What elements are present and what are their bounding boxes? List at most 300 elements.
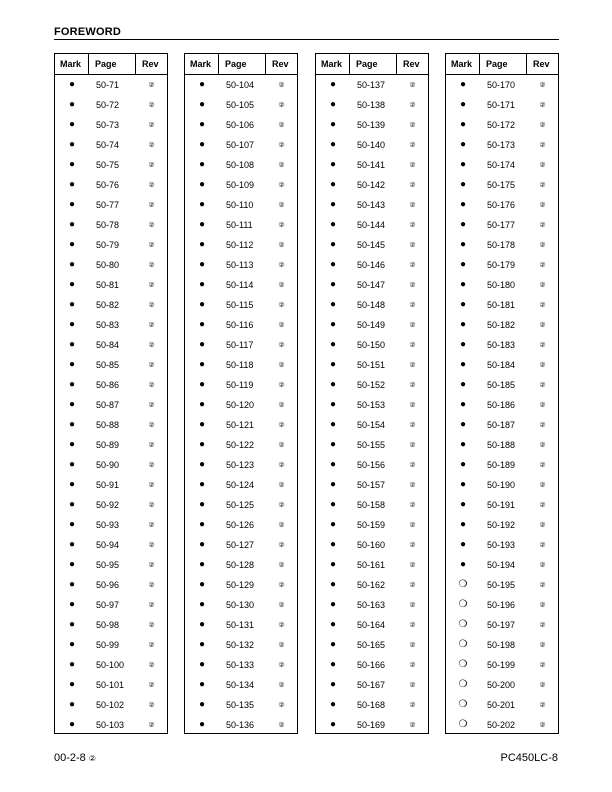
- filled-circle-mark-icon: ●: [198, 719, 206, 730]
- revision-number: ②: [148, 502, 155, 509]
- filled-circle-mark-icon: ●: [68, 99, 76, 110]
- filled-circle-mark-icon: ●: [68, 619, 76, 630]
- table-row: [316, 435, 428, 455]
- header-page: Page: [480, 54, 527, 74]
- filled-circle-mark-icon: ●: [459, 379, 467, 390]
- filled-circle-mark-icon: ●: [68, 699, 76, 710]
- revision-number: ②: [539, 242, 546, 249]
- table-row: [316, 455, 428, 475]
- revision-number: ②: [278, 162, 285, 169]
- table-row: [316, 515, 428, 535]
- revision-number: ②: [278, 722, 285, 729]
- page-number: 50-133: [226, 660, 255, 670]
- revision-number: ②: [409, 582, 416, 589]
- page-number: 50-120: [226, 400, 255, 410]
- table-row: [446, 555, 558, 575]
- filled-circle-mark-icon: ●: [329, 579, 337, 590]
- page-number: 50-106: [226, 120, 255, 130]
- revision-number: ②: [148, 362, 155, 369]
- revision-number: ②: [409, 622, 416, 629]
- page-number: 50-154: [357, 420, 386, 430]
- table-row: [55, 275, 167, 295]
- filled-circle-mark-icon: ●: [329, 199, 337, 210]
- revision-number: ②: [278, 302, 285, 309]
- page-number: 50-96: [96, 580, 120, 590]
- page-number: 50-111: [226, 220, 253, 230]
- table-row: [185, 555, 297, 575]
- table-row: [55, 715, 167, 735]
- table-row: [185, 195, 297, 215]
- page-number: 50-185: [487, 380, 516, 390]
- filled-circle-mark-icon: ●: [329, 79, 337, 90]
- revision-number: ②: [539, 482, 546, 489]
- table-row: [185, 495, 297, 515]
- filled-circle-mark-icon: ●: [68, 659, 76, 670]
- filled-circle-mark-icon: ●: [329, 399, 337, 410]
- revision-number: ②: [148, 142, 155, 149]
- revision-number: ②: [278, 702, 285, 709]
- table-row: [316, 375, 428, 395]
- revision-number: ②: [278, 642, 285, 649]
- revision-number: ②: [148, 662, 155, 669]
- page-number: 50-183: [487, 340, 516, 350]
- revision-number: ②: [409, 502, 416, 509]
- table-row: [446, 535, 558, 555]
- filled-circle-mark-icon: ●: [68, 639, 76, 650]
- page-number: 50-161: [357, 560, 386, 570]
- revision-number: ②: [409, 202, 416, 209]
- page-number: 50-105: [226, 100, 255, 110]
- page-number: 50-114: [226, 280, 254, 290]
- page-title: FOREWORD: [54, 26, 121, 38]
- page-number: 50-200: [487, 680, 516, 690]
- table-row: [55, 215, 167, 235]
- revision-number: ②: [278, 662, 285, 669]
- page-number: 50-169: [357, 720, 386, 730]
- page-number: 50-79: [96, 240, 120, 250]
- page-number: 50-94: [96, 540, 120, 550]
- page-number: 50-141: [357, 160, 386, 170]
- revision-column-3: [315, 53, 429, 734]
- page-number: 50-90: [96, 460, 120, 470]
- page-number: 50-112: [226, 240, 254, 250]
- table-row: [55, 535, 167, 555]
- page-number: 50-159: [357, 520, 386, 530]
- filled-circle-mark-icon: ●: [198, 639, 206, 650]
- revision-number: ②: [539, 222, 546, 229]
- page-number: 50-171: [487, 100, 516, 110]
- table-row: [316, 615, 428, 635]
- revision-number: ②: [278, 122, 285, 129]
- filled-circle-mark-icon: ●: [329, 539, 337, 550]
- revision-number: ②: [409, 242, 416, 249]
- filled-circle-mark-icon: ●: [459, 399, 467, 410]
- revision-number: ②: [148, 602, 155, 609]
- table-row: [185, 535, 297, 555]
- revision-number: ②: [409, 602, 416, 609]
- table-row: [316, 335, 428, 355]
- column-rows: [316, 75, 428, 735]
- revision-number: ②: [539, 562, 546, 569]
- table-row: [316, 115, 428, 135]
- header-mark: Mark: [446, 54, 480, 74]
- filled-circle-mark-icon: ●: [329, 179, 337, 190]
- header-page: Page: [350, 54, 397, 74]
- filled-circle-mark-icon: ●: [329, 619, 337, 630]
- page-number: 50-165: [357, 640, 386, 650]
- table-row: [446, 655, 558, 675]
- revision-number: ②: [148, 642, 155, 649]
- table-row: [316, 235, 428, 255]
- table-row: [316, 255, 428, 275]
- page-number: 50-194: [487, 560, 516, 570]
- filled-circle-mark-icon: ●: [198, 99, 206, 110]
- page-number: 50-168: [357, 700, 386, 710]
- page-number: 50-139: [357, 120, 386, 130]
- table-row: [185, 475, 297, 495]
- filled-circle-mark-icon: ●: [68, 519, 76, 530]
- revision-number: ②: [409, 402, 416, 409]
- filled-circle-mark-icon: ●: [198, 179, 206, 190]
- page-number: 50-192: [487, 520, 516, 530]
- table-row: [185, 335, 297, 355]
- table-row: [55, 315, 167, 335]
- revision-number: ②: [409, 522, 416, 529]
- revision-number: ②: [278, 242, 285, 249]
- filled-circle-mark-icon: ●: [329, 159, 337, 170]
- page-number: 50-176: [487, 200, 516, 210]
- page-number: 50-128: [226, 560, 255, 570]
- page-number: 50-199: [487, 660, 516, 670]
- page-number: 50-89: [96, 440, 120, 450]
- page-number: 50-182: [487, 320, 516, 330]
- table-row: [316, 215, 428, 235]
- page-number: 50-100: [96, 660, 125, 670]
- table-row: [55, 195, 167, 215]
- revision-number: ②: [409, 142, 416, 149]
- page-number: 50-167: [357, 680, 386, 690]
- revision-number: ②: [148, 482, 155, 489]
- filled-circle-mark-icon: ●: [329, 659, 337, 670]
- revision-number: ②: [539, 542, 546, 549]
- table-row: [316, 175, 428, 195]
- revision-number: ②: [409, 342, 416, 349]
- table-row: [55, 155, 167, 175]
- filled-circle-mark-icon: ●: [198, 379, 206, 390]
- filled-circle-mark-icon: ●: [329, 519, 337, 530]
- page-number: 50-119: [226, 380, 254, 390]
- page-number: 50-181: [487, 300, 516, 310]
- filled-circle-mark-icon: ●: [198, 519, 206, 530]
- filled-circle-mark-icon: ●: [329, 599, 337, 610]
- table-row: [185, 515, 297, 535]
- table-row: [185, 655, 297, 675]
- table-row: [316, 655, 428, 675]
- table-row: [55, 475, 167, 495]
- page-number: 50-150: [357, 340, 386, 350]
- table-row: [316, 535, 428, 555]
- revision-number: ②: [278, 362, 285, 369]
- page-number: 50-116: [226, 320, 254, 330]
- table-row: [55, 95, 167, 115]
- filled-circle-mark-icon: ●: [459, 119, 467, 130]
- filled-circle-mark-icon: ●: [68, 259, 76, 270]
- filled-circle-mark-icon: ●: [68, 579, 76, 590]
- filled-circle-mark-icon: ●: [198, 239, 206, 250]
- filled-circle-mark-icon: ●: [198, 319, 206, 330]
- revision-number: ②: [539, 402, 546, 409]
- page-number: 50-156: [357, 460, 386, 470]
- revision-number: ②: [148, 522, 155, 529]
- table-row: [55, 695, 167, 715]
- page-number: 50-193: [487, 540, 516, 550]
- page-number: 50-180: [487, 280, 516, 290]
- filled-circle-mark-icon: ●: [198, 79, 206, 90]
- header-page: Page: [89, 54, 136, 74]
- page-number: 50-103: [96, 720, 125, 730]
- page-number: 50-190: [487, 480, 516, 490]
- page-number: 50-163: [357, 600, 386, 610]
- page-number: 50-81: [96, 280, 120, 290]
- table-row: [185, 155, 297, 175]
- table-row: [316, 635, 428, 655]
- page-number: 50-72: [96, 100, 120, 110]
- page-number: 50-102: [96, 700, 125, 710]
- footer-page-number: [54, 752, 96, 764]
- revision-number: ②: [539, 462, 546, 469]
- revision-number: ②: [409, 662, 416, 669]
- filled-circle-mark-icon: ●: [68, 119, 76, 130]
- table-row: [55, 495, 167, 515]
- table-row: [55, 675, 167, 695]
- filled-circle-mark-icon: ●: [459, 139, 467, 150]
- revision-number: ②: [539, 302, 546, 309]
- revision-number: ②: [409, 222, 416, 229]
- table-row: [185, 95, 297, 115]
- filled-circle-mark-icon: ●: [198, 479, 206, 490]
- revision-number: ②: [148, 82, 155, 89]
- table-row: [185, 135, 297, 155]
- footer-revision-mark: ②: [88, 754, 96, 763]
- page-number: 50-174: [487, 160, 516, 170]
- table-row: [316, 555, 428, 575]
- page-number: 50-164: [357, 620, 386, 630]
- filled-circle-mark-icon: ●: [329, 379, 337, 390]
- table-row: [55, 295, 167, 315]
- page-number: 50-172: [487, 120, 516, 130]
- column-header: [55, 54, 167, 75]
- page-number: 50-99: [96, 640, 120, 650]
- filled-circle-mark-icon: ●: [459, 339, 467, 350]
- filled-circle-mark-icon: ●: [459, 79, 467, 90]
- page-number: 50-184: [487, 360, 516, 370]
- revision-number: ②: [278, 522, 285, 529]
- revision-number: ②: [539, 422, 546, 429]
- page-number: 50-188: [487, 440, 516, 450]
- table-row: [316, 695, 428, 715]
- page-number: 50-158: [357, 500, 386, 510]
- page-number: 50-127: [226, 540, 255, 550]
- revision-number: ②: [539, 162, 546, 169]
- filled-circle-mark-icon: ●: [198, 619, 206, 630]
- revision-number: ②: [278, 382, 285, 389]
- filled-circle-mark-icon: ●: [198, 399, 206, 410]
- page-number: 50-115: [226, 300, 254, 310]
- revision-number: ②: [409, 722, 416, 729]
- filled-circle-mark-icon: ●: [329, 139, 337, 150]
- table-row: [316, 315, 428, 335]
- table-row: [446, 215, 558, 235]
- revision-number: ②: [278, 482, 285, 489]
- revision-number: ②: [148, 162, 155, 169]
- page-number: 50-135: [226, 700, 255, 710]
- filled-circle-mark-icon: ●: [329, 219, 337, 230]
- filled-circle-mark-icon: ●: [198, 579, 206, 590]
- filled-circle-mark-icon: ●: [68, 299, 76, 310]
- page-number: 50-80: [96, 260, 120, 270]
- page-number: 50-86: [96, 380, 120, 390]
- table-row: [316, 595, 428, 615]
- filled-circle-mark-icon: ●: [329, 359, 337, 370]
- table-row: [316, 295, 428, 315]
- page-number: 50-124: [226, 480, 255, 490]
- table-row: [446, 255, 558, 275]
- filled-circle-mark-icon: ●: [68, 139, 76, 150]
- filled-circle-mark-icon: ●: [459, 459, 467, 470]
- revision-column-1: [54, 53, 168, 734]
- revision-column-4: [445, 53, 559, 734]
- table-row: [446, 235, 558, 255]
- revision-number: ②: [278, 442, 285, 449]
- page-number: 50-143: [357, 200, 386, 210]
- header-rev: Rev: [272, 59, 289, 69]
- page-number: 50-151: [357, 360, 386, 370]
- page-number: 50-126: [226, 520, 255, 530]
- revision-number: ②: [409, 302, 416, 309]
- page-number: 50-108: [226, 160, 255, 170]
- page-number: 50-87: [96, 400, 120, 410]
- table-row: [316, 195, 428, 215]
- table-row: [316, 395, 428, 415]
- table-row: [316, 415, 428, 435]
- filled-circle-mark-icon: ●: [459, 559, 467, 570]
- table-row: [55, 175, 167, 195]
- table-row: [316, 495, 428, 515]
- filled-circle-mark-icon: ●: [459, 199, 467, 210]
- page-number: 50-71: [96, 80, 120, 90]
- filled-circle-mark-icon: ●: [329, 319, 337, 330]
- table-row: [185, 415, 297, 435]
- table-row: [55, 575, 167, 595]
- page-number: 50-191: [487, 500, 516, 510]
- filled-circle-mark-icon: ●: [198, 299, 206, 310]
- filled-circle-mark-icon: ●: [198, 499, 206, 510]
- revision-number: ②: [278, 142, 285, 149]
- revision-number: ②: [539, 382, 546, 389]
- column-header: [446, 54, 558, 75]
- page-number: 50-97: [96, 600, 120, 610]
- revision-number: ②: [148, 182, 155, 189]
- page-number: 50-82: [96, 300, 120, 310]
- filled-circle-mark-icon: ●: [68, 379, 76, 390]
- page-number: 50-142: [357, 180, 386, 190]
- revision-number: ②: [148, 462, 155, 469]
- page-number: 50-104: [226, 80, 255, 90]
- filled-circle-mark-icon: ●: [329, 719, 337, 730]
- page-number: 50-146: [357, 260, 386, 270]
- page-number: 50-88: [96, 420, 120, 430]
- page-number: 50-77: [96, 200, 120, 210]
- table-row: [185, 175, 297, 195]
- page-number: 50-98: [96, 620, 120, 630]
- filled-circle-mark-icon: ●: [329, 299, 337, 310]
- table-row: [55, 515, 167, 535]
- revision-number: ②: [148, 102, 155, 109]
- page-number: 50-153: [357, 400, 386, 410]
- revision-number: ②: [278, 422, 285, 429]
- filled-circle-mark-icon: ●: [329, 499, 337, 510]
- table-row: [185, 635, 297, 655]
- revision-number: ②: [409, 462, 416, 469]
- page-number: 50-155: [357, 440, 386, 450]
- revision-number: ②: [148, 582, 155, 589]
- page-number: 50-202: [487, 720, 516, 730]
- page-number: 50-196: [487, 600, 516, 610]
- filled-circle-mark-icon: ●: [459, 539, 467, 550]
- filled-circle-mark-icon: ●: [459, 439, 467, 450]
- table-row: [185, 695, 297, 715]
- header-mark: Mark: [316, 54, 350, 74]
- revision-number: ②: [539, 582, 546, 589]
- open-circle-mark-icon: ❍: [458, 599, 468, 610]
- revision-number: ②: [539, 142, 546, 149]
- revision-number: ②: [409, 182, 416, 189]
- page-number: 50-121: [226, 420, 255, 430]
- revision-number: ②: [278, 682, 285, 689]
- revision-number: ②: [409, 562, 416, 569]
- filled-circle-mark-icon: ●: [198, 659, 206, 670]
- page-number: 50-201: [487, 700, 516, 710]
- filled-circle-mark-icon: ●: [68, 239, 76, 250]
- revision-number: ②: [409, 642, 416, 649]
- page-number: 50-187: [487, 420, 516, 430]
- open-circle-mark-icon: ❍: [458, 619, 468, 630]
- revision-number: ②: [409, 442, 416, 449]
- filled-circle-mark-icon: ●: [329, 119, 337, 130]
- page-number: 50-140: [357, 140, 386, 150]
- footer-model-name: PC450LC-8: [500, 752, 558, 764]
- revision-number: ②: [409, 482, 416, 489]
- filled-circle-mark-icon: ●: [459, 419, 467, 430]
- table-row: [185, 675, 297, 695]
- table-row: [55, 635, 167, 655]
- open-circle-mark-icon: ❍: [458, 659, 468, 670]
- revision-number: ②: [539, 622, 546, 629]
- revision-number: ②: [539, 202, 546, 209]
- revision-number: ②: [148, 702, 155, 709]
- page-number: 50-166: [357, 660, 386, 670]
- table-row: [316, 715, 428, 735]
- revision-number: ②: [409, 82, 416, 89]
- page-number: 50-91: [96, 480, 120, 490]
- filled-circle-mark-icon: ●: [459, 159, 467, 170]
- header-rev: Rev: [533, 59, 550, 69]
- filled-circle-mark-icon: ●: [329, 639, 337, 650]
- filled-circle-mark-icon: ●: [459, 299, 467, 310]
- table-row: [55, 235, 167, 255]
- revision-number: ②: [148, 282, 155, 289]
- revision-number: ②: [278, 562, 285, 569]
